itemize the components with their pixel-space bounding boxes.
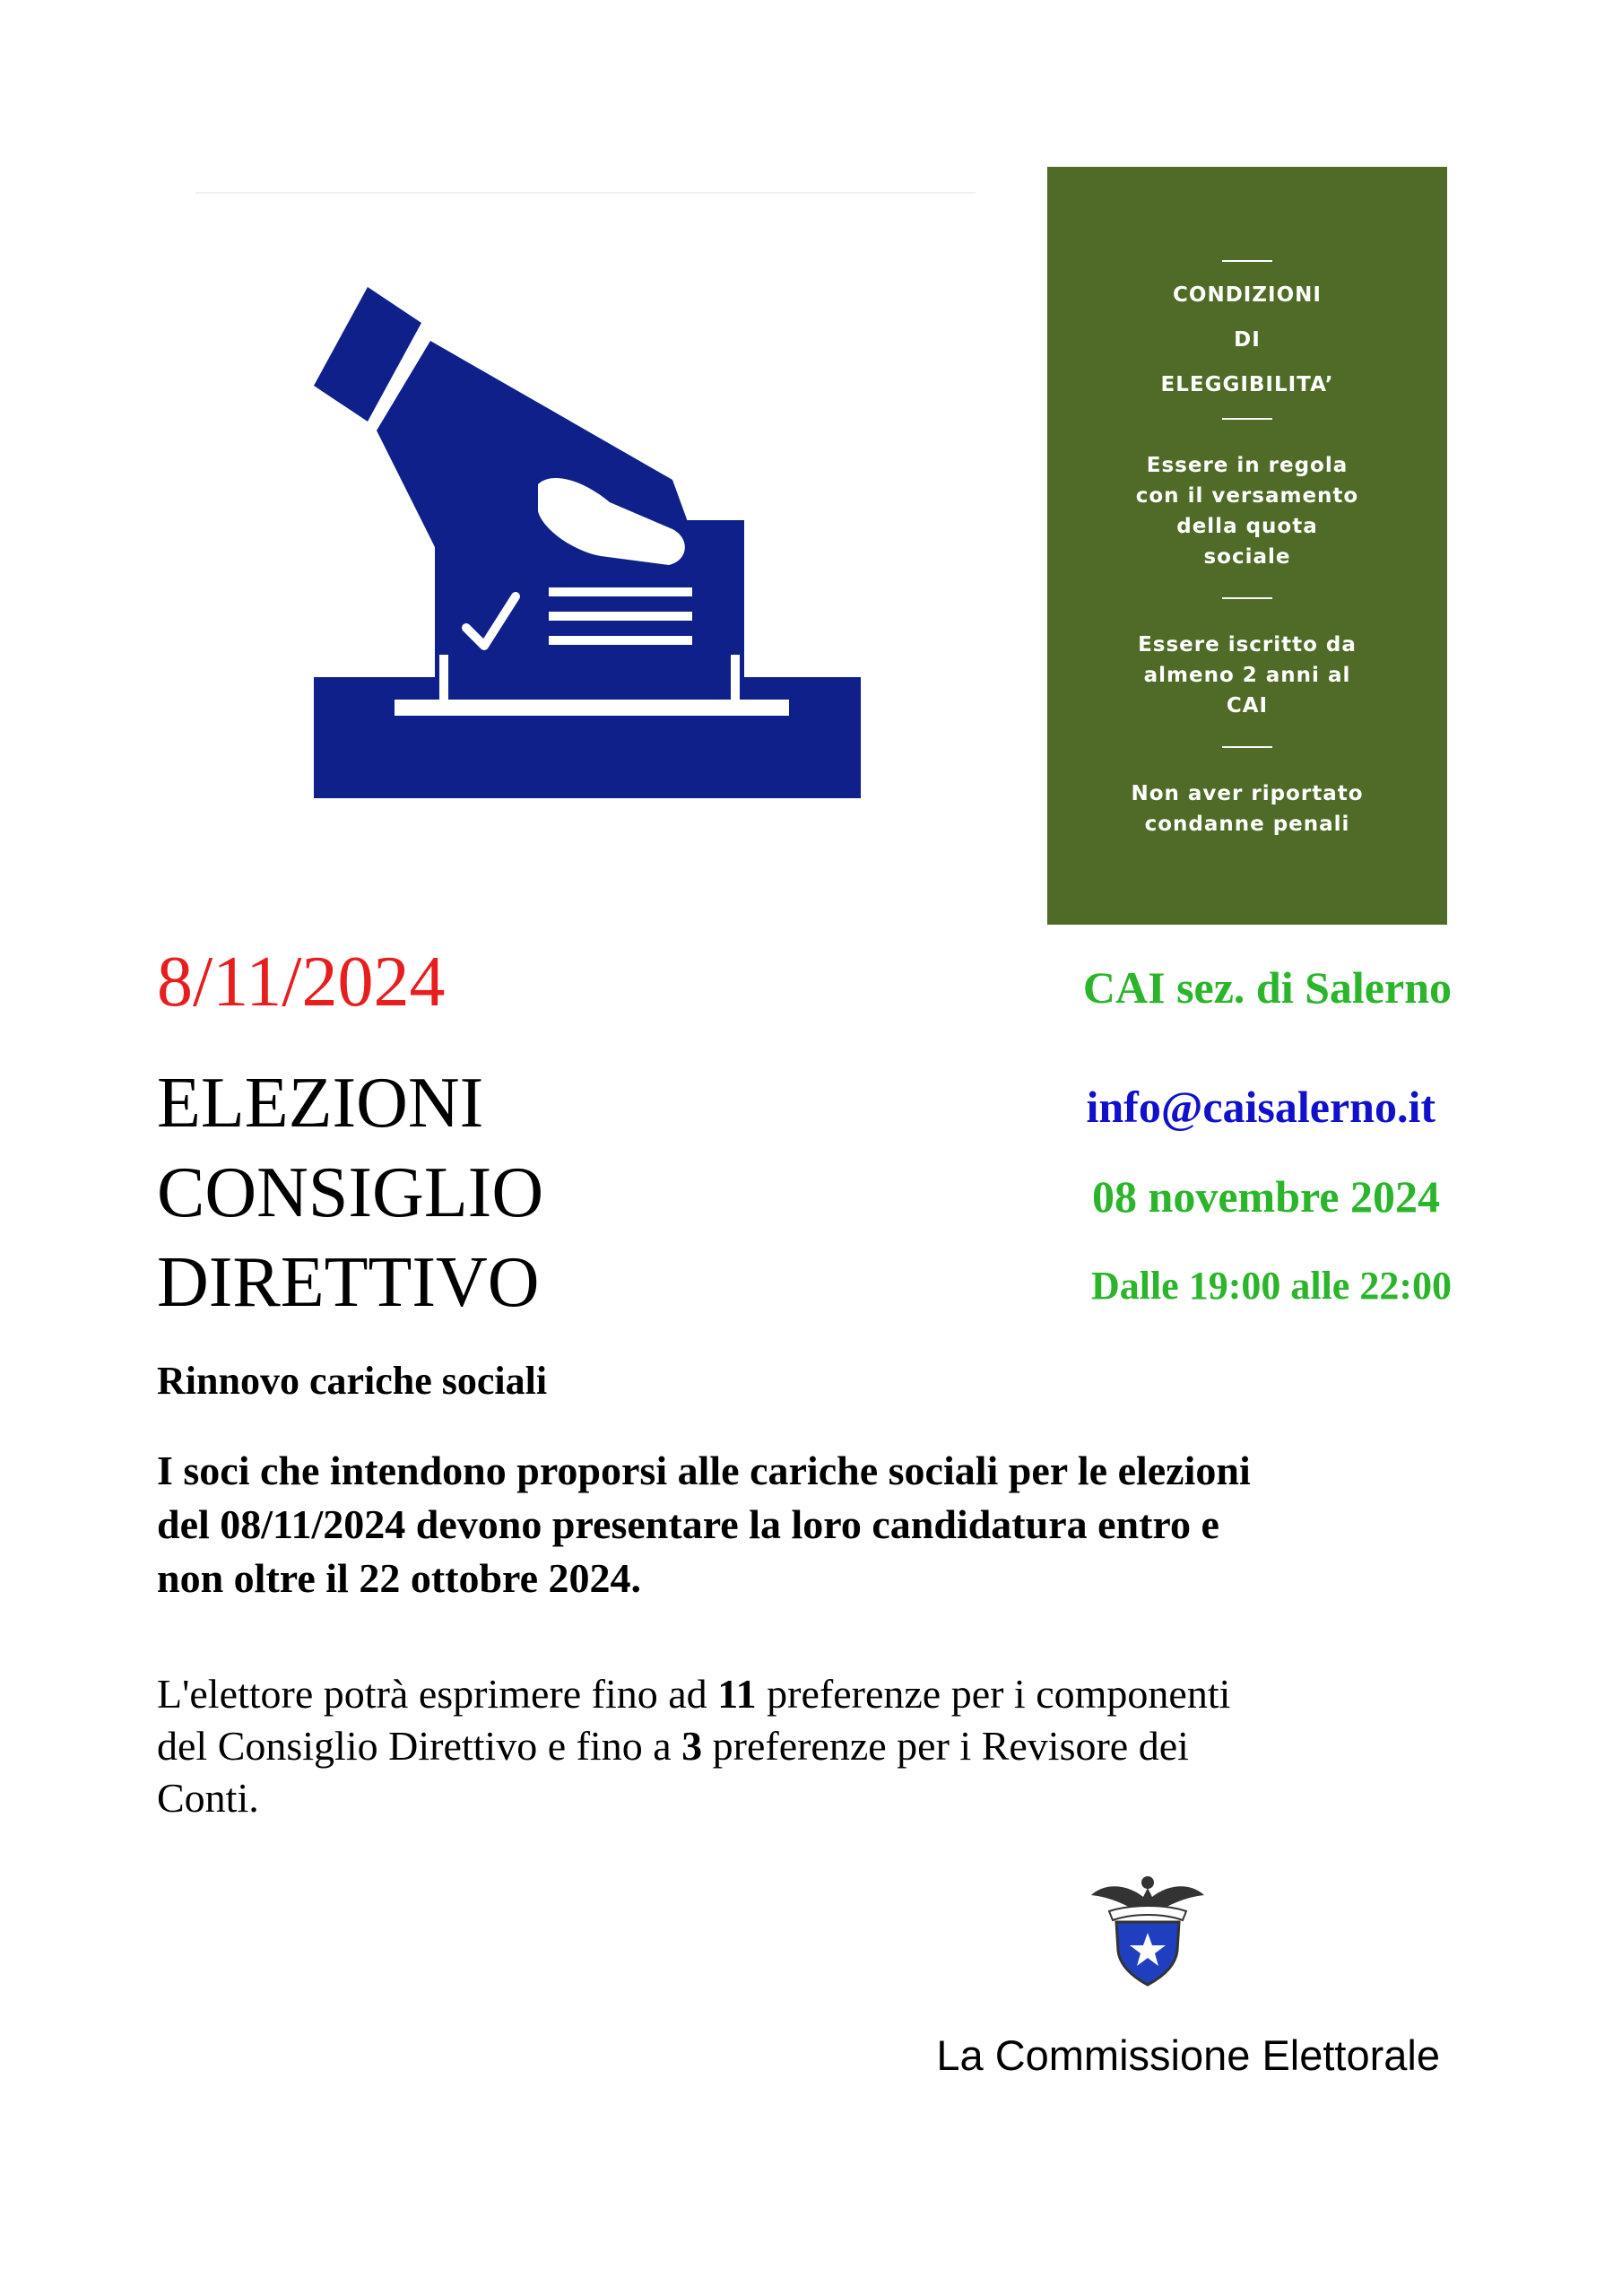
page-title — [157, 1058, 543, 1327]
voting-line-1 — [157, 1668, 1493, 1720]
ribbon-shape — [1109, 1906, 1186, 1920]
slot-line — [395, 700, 789, 716]
conditions-title-line-1: CONDIZIONI — [1173, 283, 1322, 307]
condition-text: almeno 2 anni al — [1143, 664, 1351, 687]
box-base-shape — [314, 677, 861, 798]
condition-text: CAI — [1226, 694, 1269, 718]
subtitle: Rinnovo cariche sociali — [157, 1359, 548, 1403]
condition-item-1 — [1047, 450, 1447, 572]
condition-item-3 — [1047, 778, 1447, 839]
condition-text: con il versamento — [1135, 484, 1359, 508]
voting-line-3: Conti. — [157, 1775, 259, 1821]
title-line-2: CONSIGLIO — [157, 1153, 544, 1232]
eagle-head-shape — [1141, 1876, 1154, 1889]
conditions-title-line-3: ELEGGIBILITA’ — [1160, 373, 1334, 396]
condition-text: sociale — [1203, 545, 1291, 569]
title-line-3: DIRETTIVO — [157, 1243, 540, 1322]
election-date: 8/11/2024 — [157, 943, 446, 1022]
separator — [1222, 260, 1272, 262]
separator — [1222, 418, 1272, 420]
notice-line-3: non oltre il 22 ottobre 2024. — [157, 1555, 642, 1601]
candidacy-notice — [157, 1444, 1493, 1605]
slot-right-edge — [731, 655, 740, 709]
voting-rules — [157, 1668, 1493, 1824]
voting-line-2 — [157, 1720, 1493, 1772]
slot-left-edge — [439, 655, 448, 709]
notice-line-1: I soci che intendono proporsi alle cariche sociali per le elezioni — [157, 1448, 1251, 1493]
eligibility-conditions-box — [1047, 167, 1447, 925]
election-date-long: 08 novembre 2024 — [1092, 1171, 1440, 1222]
voting-text: preferenze per i Revisore dei — [702, 1723, 1189, 1769]
voting-text: del Consiglio Direttivo e fino a — [157, 1723, 682, 1769]
condition-item-2 — [1047, 630, 1447, 721]
conditions-title-line-2: DI — [1234, 328, 1261, 352]
contact-email-link[interactable]: info@caisalerno.it — [1086, 1082, 1436, 1132]
ballot-line-1 — [549, 587, 692, 596]
separator — [1222, 746, 1272, 748]
condition-text: condanne penali — [1144, 813, 1350, 836]
ballot-line-2 — [549, 612, 692, 621]
condition-text: della quota — [1176, 515, 1318, 538]
notice-line-2: del 08/11/2024 devono presentare la loro candidatura entro e — [157, 1501, 1219, 1547]
preference-count-auditors: 3 — [681, 1723, 703, 1769]
condition-text: Essere in regola — [1146, 454, 1349, 477]
title-line-1: ELEZIONI — [157, 1064, 484, 1143]
organization-name: CAI sez. di Salerno — [1082, 962, 1452, 1013]
voting-hours: Dalle 19:00 alle 22:00 — [1090, 1264, 1452, 1308]
condition-text: Essere iscritto da — [1138, 633, 1357, 657]
ballot-box-icon — [314, 287, 870, 798]
preference-count-council: 11 — [717, 1671, 757, 1717]
ballot-line-3 — [549, 636, 692, 645]
top-divider — [195, 192, 976, 194]
condition-text: Non aver riportato — [1131, 782, 1364, 805]
signature: La Commissione Elettorale — [936, 2031, 1440, 2079]
separator — [1222, 597, 1272, 599]
cai-emblem-icon — [1089, 1870, 1206, 1987]
voting-text: L'elettore potrà esprimere fino ad — [157, 1671, 718, 1717]
voting-text: preferenze per i componenti — [756, 1671, 1231, 1717]
